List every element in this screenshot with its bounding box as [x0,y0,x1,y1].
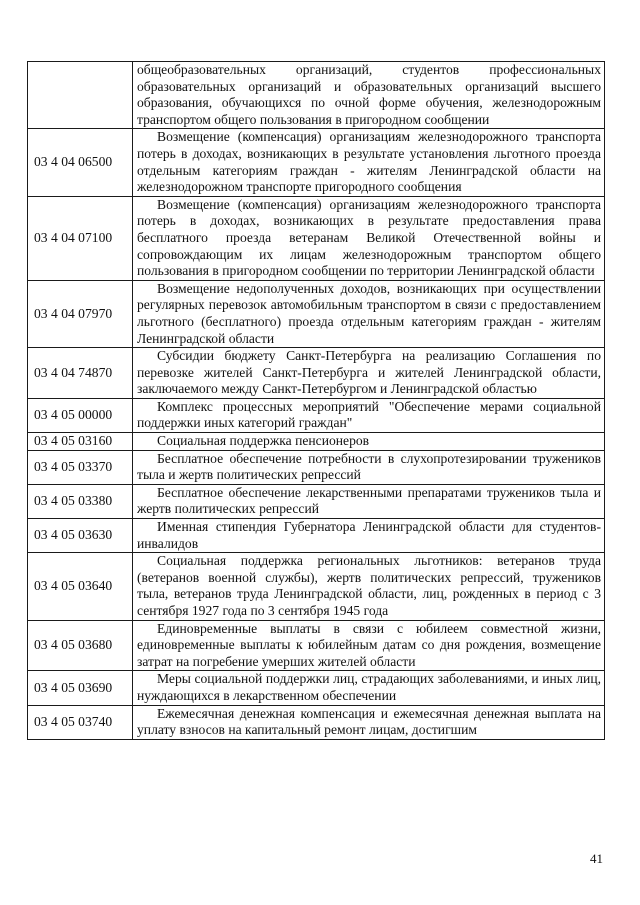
table-row [28,433,605,451]
table-row [28,620,605,671]
description-cell: Именная стипендия Губернатора Ленинградской области для студентов-инвалидов [133,519,605,553]
budget-code-cell: 03 4 05 03640 [28,553,133,620]
table-row [28,519,605,553]
budget-code-cell: 03 4 05 03160 [28,433,133,451]
budget-code-cell: 03 4 05 03690 [28,671,133,705]
table-row [28,348,605,399]
description-cell: Субсидии бюджету Санкт-Петербурга на реализацию Соглашения по перевозке жителей Санкт-Петербурга и жителей Ленинградской области, заключаемого между Санкт-Петербургом и Ленинградской областью [133,348,605,399]
table-row [28,450,605,484]
budget-code-cell: 03 4 05 03740 [28,705,133,739]
description-cell: Возмещение недополученных доходов, возникающих при осуществлении регулярных перевозок автомобильным транспортом в связи с предоставлением льготного (бесплатного) проезда отдельным категориям граждан - жителям Ленинградской области [133,280,605,347]
budget-classification-table [27,61,605,740]
table-row [28,129,605,196]
description-cell: общеобразовательных организаций, студентов профессиональных образовательных организаций и образовательных организаций высшего образования, обучающихся по очной форме обучения, железнодорожным транспортом общего пользования в пригородном сообщении [133,62,605,129]
budget-code-cell: 03 4 05 03370 [28,450,133,484]
table-row [28,398,605,432]
description-cell: Единовременные выплаты в связи с юбилеем совместной жизни, единовременные выплаты к юбилейным датам со дня рождения, возмещение затрат на погребение умерших жителей области [133,620,605,671]
description-cell: Возмещение (компенсация) организациям железнодорожного транспорта потерь в доходах, возникающих в результате предоставления права бесплатного проезда ветеранам Великой Отечественной войны и сопровождающим их лицам железнодорожным транспортом общего пользования в пригородном сообщении по территории Ленинградской области [133,196,605,280]
table-row [28,280,605,347]
description-cell: Бесплатное обеспечение потребности в слухопротезировании тружеников тыла и жертв политических репрессий [133,450,605,484]
description-cell: Меры социальной поддержки лиц, страдающих заболеваниями, и иных лиц, нуждающихся в лекарственном обеспечении [133,671,605,705]
table-row [28,196,605,280]
description-cell: Возмещение (компенсация) организациям железнодорожного транспорта потерь в доходах, возникающих в результате установления льготного проезда отдельным категориям граждан - жителям Ленинградской области на железнодорожном транспорте пригородного сообщения [133,129,605,196]
budget-code-cell: 03 4 04 07100 [28,196,133,280]
description-cell: Социальная поддержка пенсионеров [133,433,605,451]
budget-code-cell: 03 4 04 06500 [28,129,133,196]
table-row [28,484,605,518]
table-row [28,705,605,739]
budget-code-cell [28,62,133,129]
budget-code-cell: 03 4 05 00000 [28,398,133,432]
table-row [28,62,605,129]
description-cell: Бесплатное обеспечение лекарственными препаратами тружеников тыла и жертв политических репрессий [133,484,605,518]
table-body [28,62,605,740]
budget-code-cell: 03 4 05 03380 [28,484,133,518]
table-row [28,553,605,620]
page-number: 41 [590,851,603,866]
table-row [28,671,605,705]
description-cell: Ежемесячная денежная компенсация и ежемесячная денежная выплата на уплату взносов на капитальный ремонт лицам, достигшим [133,705,605,739]
budget-code-cell: 03 4 05 03630 [28,519,133,553]
description-cell: Социальная поддержка региональных льготников: ветеранов труда (ветеранов военной службы), жертв политических репрессий, тружеников тыла, ветеранов труда Ленинградской области, лиц, рожденных в период с 3 сентября 1927 года по 3 сентября 1945 года [133,553,605,620]
budget-code-cell: 03 4 05 03680 [28,620,133,671]
budget-code-cell: 03 4 04 74870 [28,348,133,399]
budget-code-cell: 03 4 04 07970 [28,280,133,347]
description-cell: Комплекс процессных мероприятий "Обеспечение мерами социальной поддержки иных категорий граждан" [133,398,605,432]
